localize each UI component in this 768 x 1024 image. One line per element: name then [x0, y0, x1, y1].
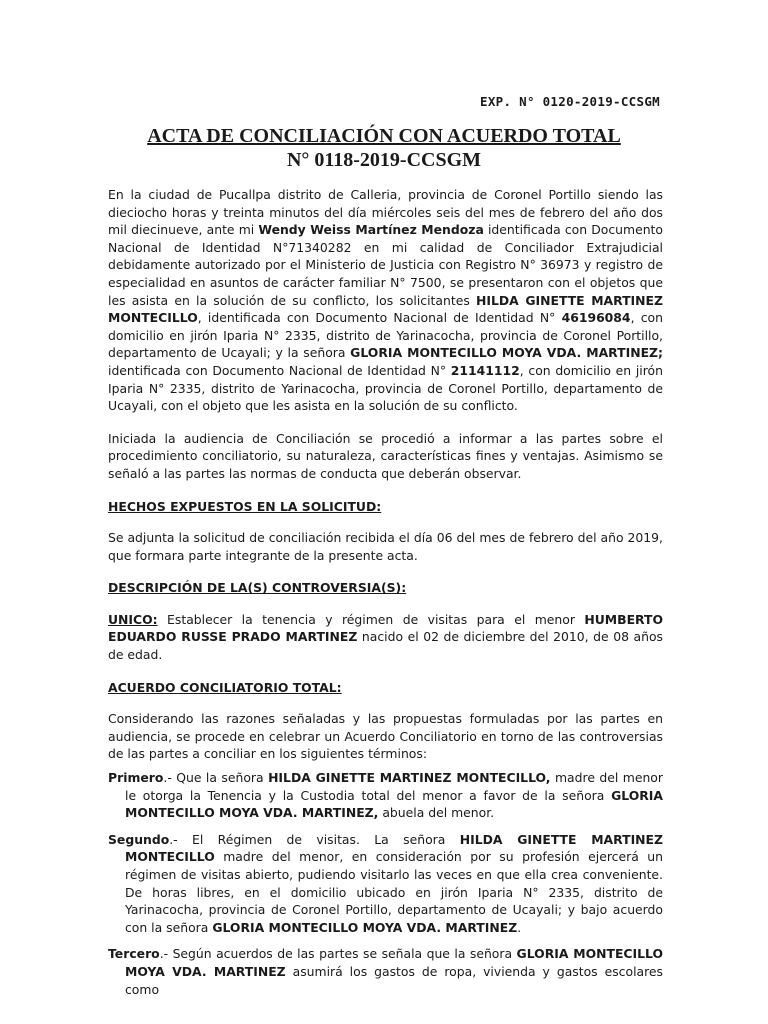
conciliator-name: Wendy Weiss Martínez Mendoza: [258, 222, 484, 238]
clause-segundo: Segundo.- El Régimen de visitas. La señora HILDA GINETTE MARTINEZ MONTECILLO madre del menor, en consideración por su profesión ejercerá un régimen de visitas abierto, pudiendo visitarlo las veces en que ella crea conveniente. De horas libres, en el domicilio ubicado en jirón Iparia N° 2335, distrito de Yarinacocha, provincia de Coronel Portillo, departamento de Ucayali; y bajo acuerdo con la señora GLORIA MONTECILLO MOYA VDA. MARTINEZ.: [108, 831, 664, 935]
hechos-heading: HECHOS EXPUESTOS EN LA SOLICITUD:: [108, 498, 382, 514]
title-line-1: ACTA DE CONCILIACIÓN CON ACUERDO TOTAL: [147, 125, 621, 147]
minor-name: HUMBERTO EDUARDO RUSSE PRADO MARTINEZ: [108, 611, 663, 645]
clause-segundo-label: Segundo: [108, 831, 170, 847]
clause-tercero: Tercero.- Según acuerdos de las partes se señala que la señora GLORIA MONTECILLO MOYA VDA. MARTINEZ asumirá los gastos de ropa, vivienda y gastos escolares como: [108, 946, 664, 997]
acuerdo-heading: ACUERDO CONCILIATORIO TOTAL:: [108, 679, 342, 695]
intro-paragraph: En la ciudad de Pucallpa distrito de Calleria, provincia de Coronel Portillo siendo las dieciocho horas y treinta minutos del día miércoles seis del mes de febrero del año dos mil diecinueve, ante mi Wendy Weiss Martínez Mendoza identificada con Documento Nacional de Identidad N°71340282 en mi calidad de Conciliador Extrajudicial debidamente autorizado por el Ministerio de Justicia con Registro N° 36973 y registro de especialidad en asuntos de carácter familiar N° 7500, se presentaron con el objetos que les asista en la solución de su conflicto, los solicitantes HILDA GINETTE MARTINEZ MONTECILLO, identificada con Documento Nacional de Identidad N° 46196084, con domicilio en jirón Iparia N° 2335, distrito de Yarinacocha, provincia de Coronel Portillo, departamento de Ucayali; y la señora GLORIA MONTECILLO MOYA VDA. MARTINEZ; identificada con Documento Nacional de Identidad N° 21141112, con domicilio en jirón Iparia N° 2335, distrito de Yarinacocha, provincia de Coronel Portillo, departamento de Ucayali, con el objeto que les asista en la solución de su conflicto.: [108, 187, 663, 414]
applicant-dni: 46196084: [561, 310, 631, 326]
document-title: [0, 124, 768, 172]
title-line-2: N° 0118-2019-CCSGM: [286, 149, 482, 171]
clause-tercero-label: Tercero: [108, 946, 160, 962]
descripcion-heading: DESCRIPCIÓN DE LA(S) CONTROVERSIA(S):: [108, 580, 407, 596]
acuerdo-paragraph: Considerando las razones señaladas y las propuestas formuladas por las partes en audiencia, se procede en celebrar un Acuerdo Conciliatorio en torno de las controversias de las partes a conciliar en los siguientes términos:: [108, 711, 663, 762]
applicant-name: HILDA GINETTE MARTINEZ MONTECILLO: [108, 292, 663, 326]
document-body: [108, 186, 663, 1007]
unico-label: UNICO:: [108, 611, 158, 627]
invited-dni: 21141112: [450, 362, 520, 378]
clause-primero: Primero.- Que la señora HILDA GINETTE MARTINEZ MONTECILLO, madre del menor le otorga la Tenencia y la Custodia total del menor a favor de la señora GLORIA MONTECILLO MOYA VDA. MARTINEZ, abuela del menor.: [108, 770, 663, 821]
expediente-number: EXP. N° 0120-2019-CCSGM: [480, 94, 660, 109]
invited-name: GLORIA MONTECILLO MOYA VDA. MARTINEZ;: [350, 345, 663, 361]
unico-paragraph: UNICO: Establecer la tenencia y régimen de visitas para el menor HUMBERTO EDUARDO RUSSE PRADO MARTINEZ nacido el 02 de diciembre del 2010, de 08 años de edad.: [108, 611, 663, 663]
hechos-paragraph: Se adjunta la solicitud de conciliación recibida el día 06 del mes de febrero del año 2019, que formara parte integrante de la presente acta.: [108, 530, 663, 563]
audiencia-paragraph: Iniciada la audiencia de Conciliación se procedió a informar a las partes sobre el procedimiento conciliatorio, su naturaleza, características fines y ventajas. Asimismo se señaló a las partes las normas de conducta que deberán observar.: [108, 430, 663, 481]
clause-primero-label: Primero: [108, 770, 164, 786]
